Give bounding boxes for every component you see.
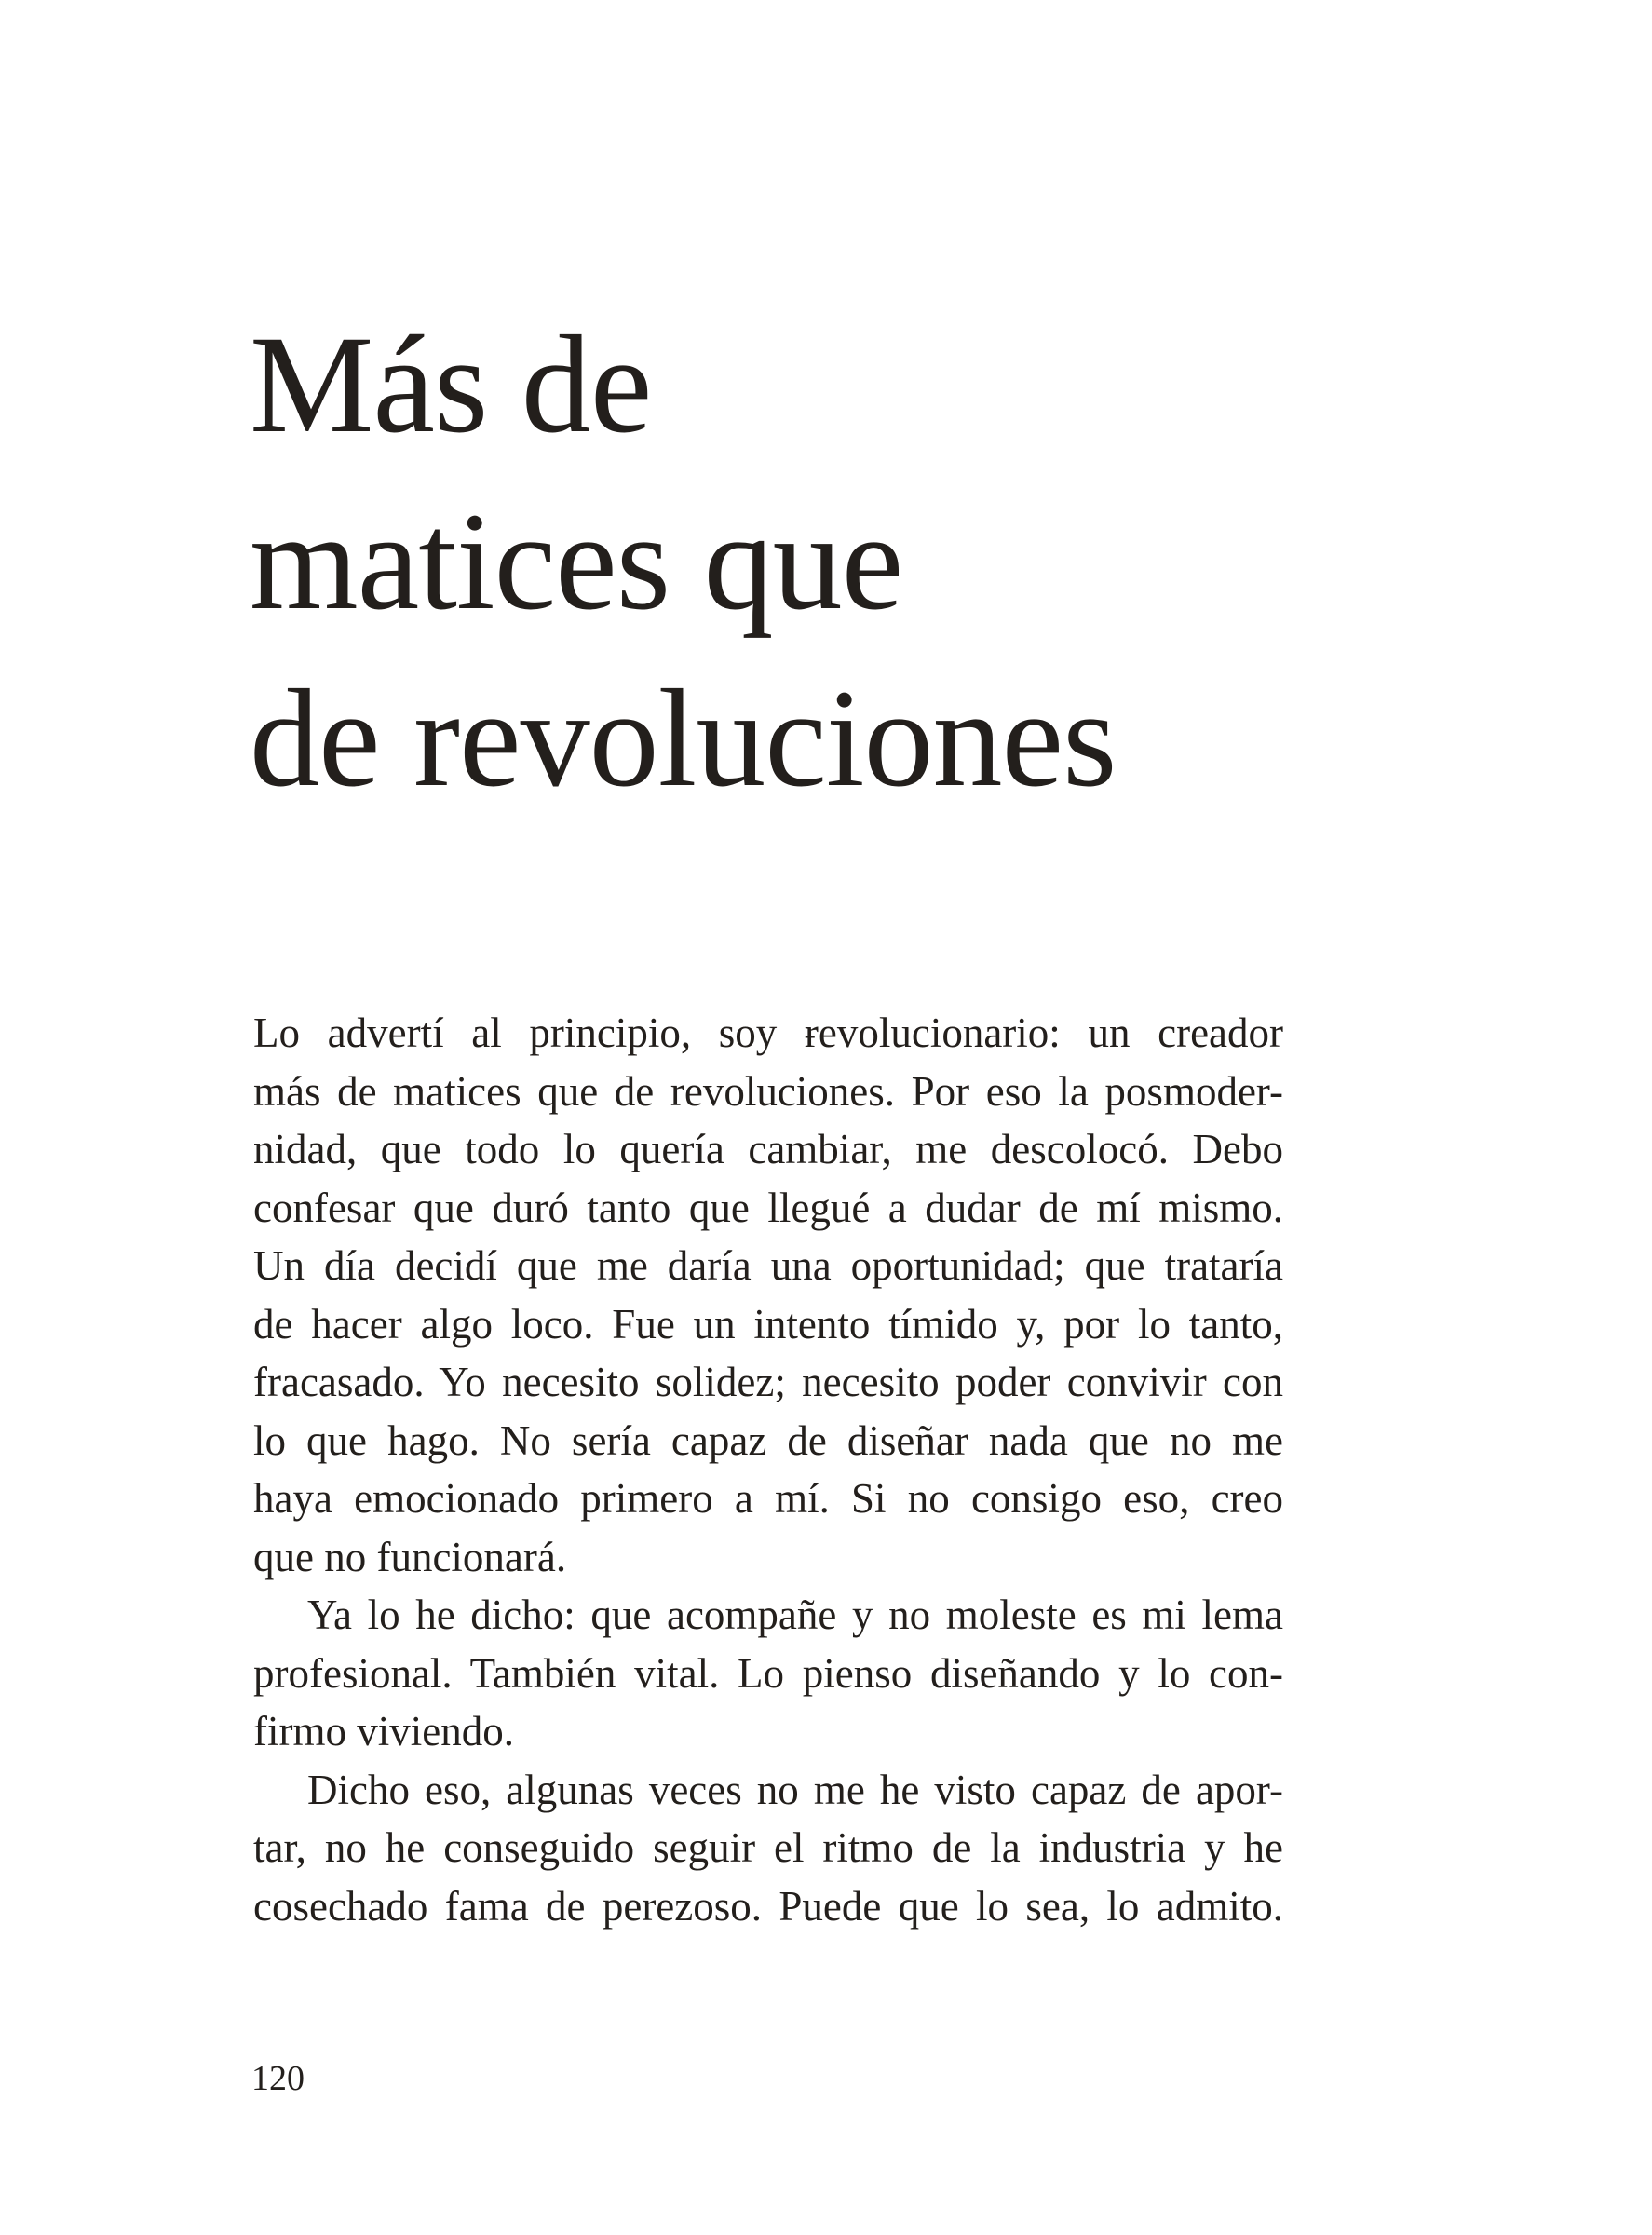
chapter-title-line: matices que bbox=[250, 484, 903, 639]
text-line: cosechado fama de perezoso. Puede que lo sea, lo admito. bbox=[253, 1882, 1283, 1930]
chapter-title-line: de revoluciones bbox=[250, 661, 1117, 816]
text-line: nidad, que todo lo quería cambiar, me descolocó. Debo bbox=[253, 1126, 1283, 1172]
text-line: profesional. También vital. Lo pienso diseñando y lo con- bbox=[253, 1649, 1283, 1697]
text-line: Un día decidí que me daría una oportunidad; que trataría bbox=[253, 1242, 1283, 1289]
page-number: 120 bbox=[251, 2059, 305, 2098]
text-line: más de matices que de revoluciones. Por eso la posmoder- bbox=[253, 1067, 1283, 1115]
text-line: lo que hago. No sería capaz de diseñar nada que no me bbox=[253, 1416, 1283, 1464]
text-line: que no funcionará. bbox=[253, 1533, 567, 1580]
text-line: confesar que duró tanto que llegué a dudar de mí mismo. bbox=[253, 1184, 1283, 1231]
text-line: Dicho eso, algunas veces no me he visto capaz de apor- bbox=[307, 1766, 1283, 1813]
text-line: Lo advertí al principio, soy ɍevolucionario: un creador bbox=[253, 1009, 1283, 1056]
text-line: de hacer algo loco. Fue un intento tímido y, por lo tanto, bbox=[253, 1300, 1283, 1348]
chapter-title-line: Más de bbox=[250, 307, 652, 462]
text-line: fracasado. Yo necesito solidez; necesito poder convivir con bbox=[253, 1359, 1283, 1405]
paragraph-1 bbox=[253, 1004, 1283, 1586]
text-line: firmo viviendo. bbox=[253, 1708, 514, 1754]
text-line: Ya lo he dicho: que acompañe y no moleste es mi lema bbox=[307, 1592, 1283, 1638]
paragraph-2 bbox=[253, 1586, 1283, 1761]
text-line: haya emocionado primero a mí. Si no consigo eso, creo bbox=[253, 1475, 1283, 1522]
chapter-title bbox=[250, 296, 1460, 827]
body-text bbox=[253, 1004, 1283, 1935]
paragraph-3 bbox=[253, 1761, 1283, 1936]
text-line: tar, no he conseguido seguir el ritmo de la industria y he bbox=[253, 1824, 1283, 1871]
